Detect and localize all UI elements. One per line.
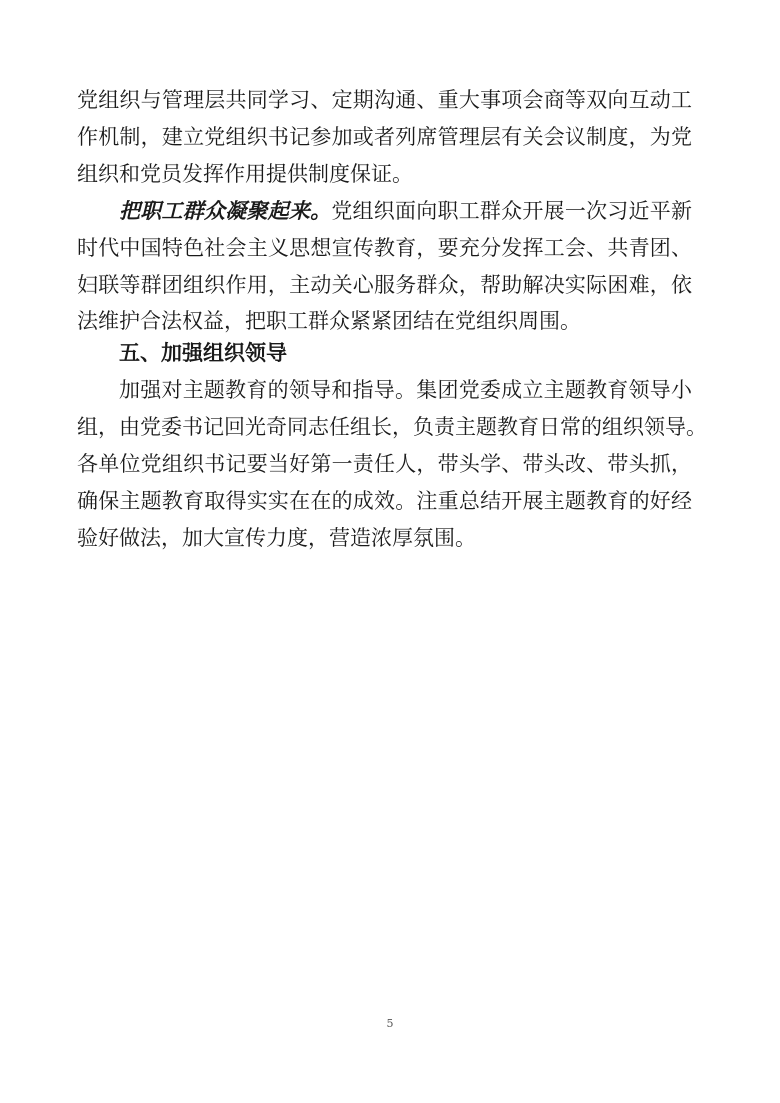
paragraph-2-line-4: 法维护合法权益，把职工群众紧紧团结在党组织周围。 [77,309,581,333]
section-5-line-5: 验好做法，加大宣传力度，营造浓厚氛围。 [77,526,476,550]
paragraph-1-line-3: 组织和党员发挥作用提供制度保证。 [77,162,413,186]
page-number: 5 [386,1017,394,1030]
section-5-line-3: 各单位党组织书记要当好第一责任人，带头学、带头改、带头抓， [77,452,692,476]
paragraph-2-line-2: 时代中国特色社会主义思想宣传教育，要充分发挥工会、共青团、 [77,236,692,260]
paragraph-1-line-1: 党组织与管理层共同学习、定期沟通、重大事项会商等双向互动工 [77,88,692,112]
paragraph-2-lead: 把职工群众凝聚起来。 [119,198,332,223]
paragraph-2-line-1 [119,196,692,226]
section-5-line-4: 确保主题教育取得实实在在的成效。注重总结开展主题教育的好经 [77,489,692,513]
paragraph-2-line-3: 妇联等群团组织作用，主动关心服务群众，帮助解决实际困难，依 [77,273,692,297]
section-5-line-2: 组，由党委书记回光奇同志任组长，负责主题教育日常的组织领导。 [77,415,707,439]
section-5-heading: 五、加强组织领导 [119,341,287,365]
paragraph-1-line-2: 作机制，建立党组织书记参加或者列席管理层有关会议制度，为党 [77,125,692,149]
section-5-line-1: 加强对主题教育的领导和指导。集团党委成立主题教育领导小 [119,378,692,402]
paragraph-2-line-1-rest: 党组织面向职工群众开展一次习近平新 [331,199,693,223]
